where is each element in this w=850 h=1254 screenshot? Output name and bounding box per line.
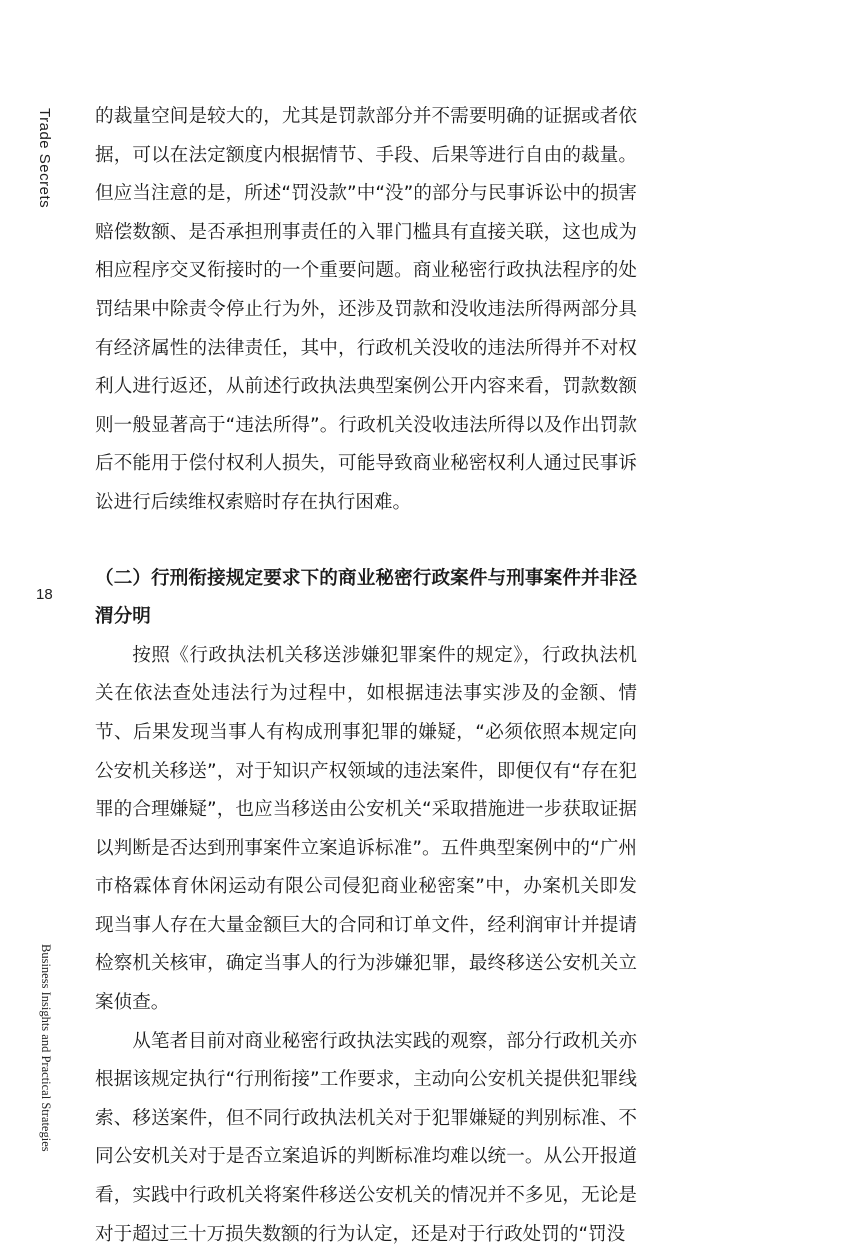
section-heading: （二）行刑衔接规定要求下的商业秘密行政案件与刑事案件并非泾渭分明 (95, 567, 637, 628)
page-body (95, 98, 637, 1254)
body-paragraph-3: 从笔者目前对商业秘密行政执法实践的观察，部分行政机关亦根据该规定执行“行刑衔接”工作要求，主动向公安机关提供犯罪线索、移送案件，但不同行政执法机关对于犯罪嫌疑的判别标准、不同公安机关对于是否立案追诉的判断标准均难以统一。从公开报道看，实践中行政机关将案件移送公安机关的情况并不多见，无论是对于超过三十万损失数额的行为认定，还是对于行政处罚的“罚没 (95, 1030, 637, 1245)
running-header: Trade Secrets (36, 108, 53, 209)
page-number: 18 (36, 586, 53, 603)
body-paragraph-1: 的裁量空间是较大的，尤其是罚款部分并不需要明确的证据或者依据，可以在法定额度内根据情节、手段、后果等进行自由的裁量。但应当注意的是，所述“罚没款”中“没”的部分与民事诉讼中的损害赔偿数额、是否承担刑事责任的入罪门槛具有直接关联，这也成为相应程序交叉衔接时的一个重要问题。商业秘密行政执法程序的处罚结果中除责令停止行为外，还涉及罚款和没收违法所得两部分具有经济属性的法律责任，其中，行政机关没收的违法所得并不对权利人进行返还，从前述行政执法典型案例公开内容来看，罚款数额则一般显著高于“违法所得”。行政机关没收违法所得以及作出罚款后不能用于偿付权利人损失，可能导致商业秘密权利人通过民事诉讼进行后续维权索赔时存在执行困难。 (95, 106, 637, 513)
body-paragraph-2: 按照《行政执法机关移送涉嫌犯罪案件的规定》，行政执法机关在依法查处违法行为过程中，如根据违法事实涉及的金额、情节、后果发现当事人有构成刑事犯罪的嫌疑，“必须依照本规定向公安机关移送”，对于知识产权领域的违法案件，即便仅有“存在犯罪的合理嫌疑”，也应当移送由公安机关“采取措施进一步获取证据以判断是否达到刑事案件立案追诉标准”。五件典型案例中的“广州市格霖体育休闲运动有限公司侵犯商业秘密案”中，办案机关即发现当事人存在大量金额巨大的合同和订单文件，经利润审计并提请检察机关核审，确定当事人的行为涉嫌犯罪，最终移送公安机关立案侦查。 (95, 644, 637, 1014)
running-footer: Business Insights and Practical Strategies (39, 944, 53, 1152)
